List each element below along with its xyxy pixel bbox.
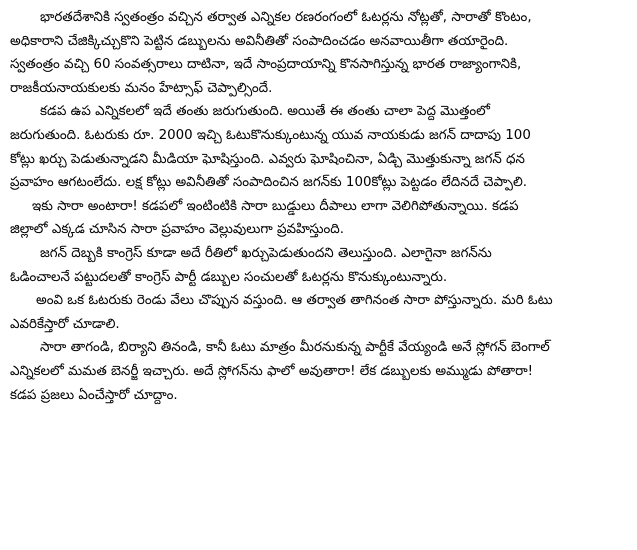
paragraph-1 [10, 6, 630, 100]
text-line: ఇకు సారా అంటారా! కడపలో ఇంటింటికి సారా బుడ్డులు దీపాలు లాగా వెలిగిపోతున్నాయి. కడప [32, 198, 519, 214]
text-line: జిల్లాలో ఎక్కడ చూసిన సారా ప్రవాహం వెల్లువులుగా ప్రవహిస్తుంది. [10, 222, 344, 238]
text-line: కడప ఉప ఎన్నికలలో ఇదే తంతు జరుగుతుంది. అయితే ఈ తంతు చాలా పెద్ద మొత్తంలో [40, 104, 490, 120]
paragraph-2 [10, 100, 630, 194]
text-line: రాజకీయనాయకులకు మనం హేట్సాఫ్ చెప్పాల్సిందే. [10, 80, 273, 96]
text-line: స్వతంత్రం వచ్చి 60 సంవత్సరాలు దాటినా, ఇదే సాంప్రదాయాన్ని కొనసాగిస్తున్న భారత రాజ్యాంగానికి, [10, 57, 522, 73]
text-line: భారతదేశానికి స్వతంత్రం వచ్చిన తర్వాత ఎన్నికల రణరంగంలో ఓటర్లను నోట్లతో, సారాతో కొంటం, [40, 10, 532, 25]
paragraph-3 [10, 195, 630, 242]
text-line: సారా తాగండి, బిర్యాని తినండి, కానీ ఓటు మాత్రం మీరనుకున్న పార్టీకే వేయ్యండి అనే స్లోగన్ బెంగాల్ [40, 340, 550, 356]
text-line: కడప ప్రజలు ఏంచేస్తారో చూద్దాం. [10, 387, 178, 403]
text-line: అంవి ఒక ఓటరుకు రెండు వేలు చొప్పున వస్తుంది. ఆ తర్వాత తాగినంత సారా పోస్తున్నారు. మరి ఓటు [36, 293, 553, 309]
paragraph-5 [10, 289, 630, 336]
text-line: జరుగుతుంది. ఓటరుకు రూ. 2000 ఇచ్చి ఓటుకొనుక్కుంటున్న యువ నాయకుడు జగన్ దాదాపు 100 [10, 127, 531, 143]
text-line: ప్రవాహం ఆగటంలేదు. లక్ష కోట్లు అవినీతితో సంపాదించిన జగన్‌కు 100కోట్లు పెట్టడం లేదినదే చెప్పాలి. [10, 175, 528, 191]
text-line: కోట్లు ఖర్చు పెడుతున్నాడని మీడియా ఘోషిస్తుంది. ఎవ్వరు ఘోషించినా, ఏడ్చి మొత్తుకున్నా జగన్ ధన [10, 151, 525, 167]
text-line: ఎన్నికలలో మమత బెనర్జీ ఇచ్చారు. అదే స్లోగన్‌ను ఫాలో అవుతారా! లేక డబ్బులకు అమ్ముడు పోతారా! [10, 363, 534, 379]
document-page [10, 6, 630, 407]
text-line: ఓడించాలనే పట్టుదలతో కాంగ్రెస్ పార్టీ డబ్బుల సంచులతో ఓటర్లను కొనుక్కుంటున్నారు. [10, 269, 448, 285]
paragraph-6 [10, 336, 630, 407]
text-line: అధికారాని చేజిక్కిచ్చుకొని పెట్టిన డబ్బులను అవినీతితో సంపాదించడం అనవాయితీగా తయారైంది. [10, 33, 509, 49]
text-line: ఎవరికేస్తారో చూడాలి. [10, 316, 120, 332]
text-line: జగన్ దెబ్బకి కాంగ్రెస్ కూడా అదే రీతిలో ఖర్చుపెడుతుందని తెలుస్తుంది. ఎలాగైనా జగన్‌ను [40, 245, 492, 261]
paragraph-4 [10, 242, 630, 289]
